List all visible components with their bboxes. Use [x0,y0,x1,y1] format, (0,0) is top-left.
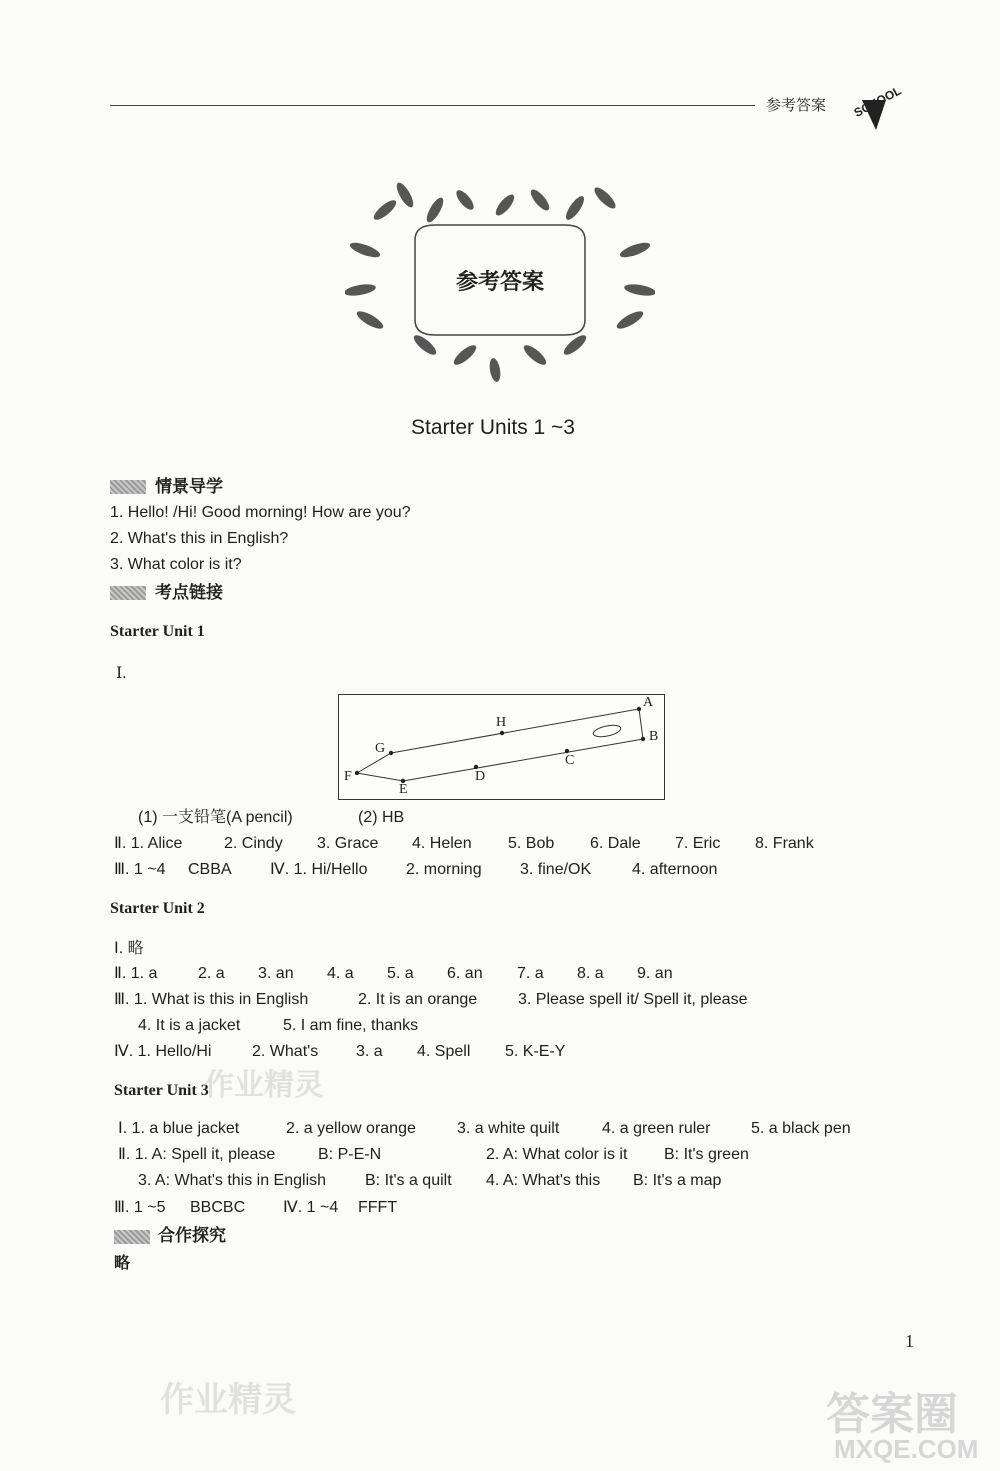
unit2-q2-item: Ⅱ. 1. a [114,965,158,982]
unit3-q2-item: Ⅱ. 1. A: Spell it, please [118,1146,276,1163]
pencil-diagram [338,694,665,800]
diagram-label-b: B [649,729,659,744]
unit1-q2-item: 3. Grace [317,835,379,852]
unit3-q1-item: 5. a black pen [751,1120,851,1137]
unit1-q1-label: Ⅰ. [116,665,127,682]
section-marker-icon [114,1230,150,1244]
watermark-text: MXQE.COM [834,1434,979,1464]
diagram-label-e: E [399,782,408,797]
unit2-q2-item: 8. a [577,965,604,982]
unit1-q2-item: 2. Cindy [224,835,283,852]
unit3-q1-item: Ⅰ. 1. a blue jacket [118,1120,240,1137]
unit3-q2-item: B: It's a map [633,1172,722,1189]
watermark-text: 作业精灵 [160,1381,296,1419]
unit2-q3-item: 2. It is an orange [358,991,478,1008]
unit1-q1-answer-2: (2) HB [358,809,405,826]
diagram-label-f: F [344,769,352,784]
unit3-q4-label: Ⅳ. 1 ~4 [283,1199,339,1216]
situational-line-1: 1. Hello! /Hi! Good morning! How are you? [110,504,411,521]
unit2-q3-item: Ⅲ. 1. What is this in English [114,991,309,1008]
banner-title: 参考答案 [455,269,544,294]
unit2-q3-item: 3. Please spell it/ Spell it, please [518,991,748,1008]
diagram-label-g: G [375,741,386,756]
section-heading-points: 考点链接 [155,583,223,602]
unit2-q2-item: 9. an [637,965,673,982]
diagram-label-d: D [475,769,486,784]
section-heading-situational: 情景导学 [155,477,223,496]
unit3-q2-item: B: P-E-N [318,1146,382,1163]
section-heading-cooperation: 合作探究 [158,1226,226,1245]
unit3-q1-item: 2. a yellow orange [286,1120,416,1137]
unit2-q4-item: 4. Spell [417,1043,471,1060]
unit2-q2-item: 2. a [198,965,225,982]
page-title: Starter Units 1 ~3 [411,416,575,439]
unit1-q4-item: 4. afternoon [632,861,718,878]
unit1-q3-label: Ⅲ. 1 ~4 [114,861,166,878]
section-marker-icon [110,586,146,600]
unit3-q3-answer: BBCBC [190,1199,246,1216]
unit3-title: Starter Unit 3 [114,1082,209,1099]
unit2-q4-item: 3. a [356,1043,383,1060]
unit2-q2-item: 3. an [258,965,294,982]
unit2-q4-item: 2. What's [252,1043,319,1060]
situational-line-2: 2. What's this in English? [110,530,289,547]
unit1-q4-item: Ⅳ. 1. Hi/Hello [270,861,368,878]
unit3-q2-item: 2. A: What color is it [486,1146,628,1163]
unit2-q3-item: 4. It is a jacket [138,1017,241,1034]
diagram-label-c: C [565,753,575,768]
diagram-label-a: A [643,695,654,710]
unit1-title: Starter Unit 1 [110,623,205,640]
unit3-q2-item: B: It's a quilt [365,1172,452,1189]
unit2-q3-item: 5. I am fine, thanks [283,1017,419,1034]
cooperation-body: 略 [114,1255,131,1272]
unit2-q4-item: 5. K-E-Y [505,1043,566,1060]
unit2-q2-item: 5. a [387,965,414,982]
header-label: 参考答案 [766,97,827,114]
unit2-q2-item: 6. an [447,965,483,982]
unit1-q4-item: 3. fine/OK [520,861,592,878]
unit3-q2-item: B: It's green [664,1146,749,1163]
page-number: 1 [905,1331,914,1351]
school-badge-text: SCHOOL [851,83,904,120]
unit1-q2-item: Ⅱ. 1. Alice [114,835,183,852]
unit1-q4-item: 2. morning [406,861,482,878]
unit1-q1-answer-1: (1) 一支铅笔(A pencil) [138,809,293,826]
unit1-q3-answer: CBBA [188,861,232,878]
diagram-label-h: H [496,715,507,730]
header-rule [110,105,755,106]
section-marker-icon [110,480,146,494]
watermark-text: 作业精灵 [204,1069,324,1102]
unit3-q2-item: 3. A: What's this in English [138,1172,327,1189]
watermark-text: 答案圈 [826,1390,958,1439]
unit2-q4-item: Ⅳ. 1. Hello/Hi [114,1043,212,1060]
unit1-q2-item: 4. Helen [412,835,472,852]
unit1-q2-item: 8. Frank [755,835,814,852]
unit3-q1-item: 3. a white quilt [457,1120,560,1137]
unit3-q4-answer: FFFT [358,1199,398,1216]
unit3-q2-item: 4. A: What's this [486,1172,601,1189]
situational-line-3: 3. What color is it? [110,556,242,573]
unit1-q2-item: 6. Dale [590,835,641,852]
unit2-q2-item: 7. a [517,965,544,982]
unit1-q2-item: 5. Bob [508,835,555,852]
school-badge-icon [846,78,910,134]
unit1-q2-item: 7. Eric [675,835,721,852]
unit3-q3-label: Ⅲ. 1 ~5 [114,1199,166,1216]
unit2-q2-item: 4. a [327,965,354,982]
unit3-q1-item: 4. a green ruler [602,1120,711,1137]
unit2-title: Starter Unit 2 [110,900,205,917]
unit2-q1: Ⅰ. 略 [114,940,144,957]
